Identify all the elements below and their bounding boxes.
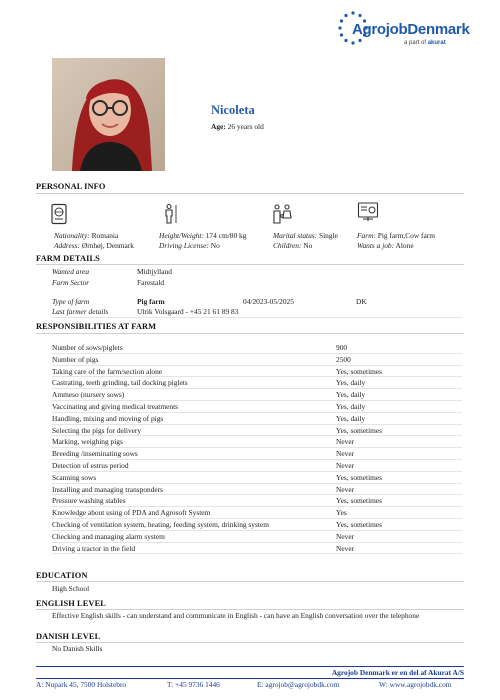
family-icon (271, 203, 293, 225)
responsibility-row (52, 495, 462, 507)
responsibility-value: Yes, daily (336, 378, 366, 388)
personal-col-3 (273, 231, 338, 251)
responsibility-row (52, 377, 462, 389)
marital-status-value: Single (317, 231, 338, 240)
section-personal-info: PERSONAL INFO (36, 182, 106, 191)
responsibility-value: Never (336, 461, 355, 470)
logo (338, 10, 468, 50)
wants-job-value: Alone (394, 241, 414, 250)
responsibility-task: Knowledge about using of PDA and Agrosoft System (52, 508, 211, 518)
responsibility-task: Checking of ventilation system, heating, feeding system, drinking system (52, 520, 269, 529)
education-value: High School (52, 584, 90, 593)
children-value: No (301, 241, 313, 250)
responsibility-task: Selecting the pigs for delivery (52, 425, 142, 435)
responsibility-task: Breeding /inseminating sows (52, 449, 138, 459)
height-weight-value: 174 cm/80 kg (203, 231, 247, 240)
personal-col-1 (54, 231, 134, 251)
responsibility-value: Yes, sometimes (336, 496, 383, 506)
type-of-farm-value: Pig farm (137, 297, 165, 306)
responsibility-row (52, 366, 462, 378)
footer-phone: T: +45 9736 1446 (167, 680, 220, 689)
responsibility-value: Yes, sometimes (336, 472, 383, 482)
responsibility-value: Yes (336, 508, 347, 518)
passport-icon (48, 203, 70, 225)
footer-company: Agrojob Denmark er en del af Akurat A/S (331, 668, 464, 677)
logo-sub-brand: akurat (427, 40, 446, 46)
responsibility-row (52, 460, 462, 472)
nationality-label: Nationality: (54, 231, 90, 240)
responsibility-value: Yes, sometimes (336, 425, 383, 435)
nationality-value: Romania (89, 231, 119, 240)
address-value: Ørnhøj, Denmark (80, 241, 134, 250)
responsibility-value: Never (336, 543, 355, 553)
driving-license-value: No (208, 241, 220, 250)
responsibility-task: Pressure washing stables (52, 496, 126, 506)
responsibility-value: Never (336, 484, 355, 494)
responsibility-task: Number of sows/piglets (52, 343, 123, 352)
candidate-name: Nicoleta (211, 103, 255, 117)
responsibility-row (52, 543, 462, 555)
age-value: 26 years old (227, 122, 264, 131)
wants-job-label: Wants a job: (357, 241, 395, 250)
farm-label: Farm: (357, 231, 376, 240)
responsibility-task: Vaccinating and giving medical treatments (52, 402, 179, 411)
responsibility-row (52, 389, 462, 401)
section-education: EDUCATION (36, 571, 88, 580)
english-value: Effective English skills - can understand and communicate in English - can have an English conversation over the telephone (52, 611, 420, 620)
wanted-area-value: Midtjylland (137, 267, 172, 276)
footer-address: A: Nupark 45, 7500 Holstebro (36, 680, 127, 689)
responsibility-value: Yes, sometimes (336, 366, 383, 376)
responsibility-value: Never (336, 449, 355, 459)
responsibility-value: Never (336, 437, 355, 447)
responsibility-row (52, 507, 462, 519)
farm-value: Pig farm,Cow farm (375, 231, 436, 240)
responsibility-row (52, 413, 462, 425)
children-label: Children: (273, 241, 302, 250)
responsibility-row (52, 484, 462, 496)
height-weight-label: Height/Weight: (159, 231, 204, 240)
responsibility-task: Detection of estrus period (52, 461, 129, 470)
responsibility-value: Yes, daily (336, 402, 366, 411)
last-farmer-value: Ulrik Volsgaard - +45 21 61 89 83 (137, 307, 239, 316)
responsibility-row (52, 425, 462, 437)
responsibility-value: Yes, sometimes (336, 520, 383, 529)
type-of-farm-label: Type of farm (52, 297, 90, 306)
candidate-age (211, 122, 264, 132)
logo-text: AgrojobDenmark (352, 21, 470, 38)
profile-photo (52, 58, 165, 171)
responsibility-task: Scanning sows (52, 472, 97, 482)
section-danish-level: DANISH LEVEL (36, 632, 101, 641)
responsibility-row (52, 401, 462, 413)
responsibility-task: Marking, weighing pigs (52, 437, 123, 447)
section-responsibilities: RESPONSIBILITIES AT FARM (36, 322, 157, 331)
personal-col-4 (357, 231, 435, 251)
farm-resume-icon (357, 201, 379, 223)
driving-license-label: Driving License: (159, 241, 209, 250)
responsibility-row (52, 531, 462, 543)
responsibility-task: Castrating, teeth grinding, tail docking piglets (52, 378, 188, 388)
responsibility-row (52, 354, 462, 366)
section-english-level: ENGLISH LEVEL (36, 599, 106, 608)
responsibility-task: Ammeso (nursery sows) (52, 390, 125, 400)
farm-period: 04/2023-05/2025 (243, 297, 294, 306)
responsibility-row (52, 519, 462, 531)
farm-sector-value: Farestald (137, 278, 165, 287)
responsibility-task: Taking care of the farm/section alone (52, 366, 163, 376)
danish-value: No Danish Skills (52, 644, 103, 653)
responsibility-row (52, 436, 462, 448)
logo-subtext (404, 40, 446, 46)
responsibility-task: Checking and managing alarm system (52, 531, 165, 541)
footer-email[interactable]: E: agrojob@agrojobdk.com (257, 680, 340, 689)
responsibility-value: Yes, daily (336, 413, 366, 423)
wanted-area-label: Wanted area (52, 267, 90, 276)
farm-sector-label: Farm Sector (52, 278, 90, 287)
last-farmer-label: Last farmer details (52, 307, 109, 316)
responsibility-task: Number of pigs (52, 354, 99, 364)
responsibility-row (52, 342, 462, 354)
age-label: Age: (211, 122, 226, 131)
responsibility-value: Yes, daily (336, 390, 366, 400)
responsibility-task: Driving a tractor in the field (52, 543, 136, 553)
responsibility-value: 900 (336, 343, 348, 352)
logo-sub-prefix: a part of (404, 40, 427, 46)
responsibility-task: Handling, mixing and moving of pigs (52, 413, 164, 423)
section-farm-details: FARM DETAILS (36, 254, 100, 263)
responsibility-task: Installing and managing transponders (52, 484, 164, 494)
responsibility-value: 2500 (336, 354, 351, 364)
address-label: Address: (54, 241, 81, 250)
marital-status-label: Marital status: (273, 231, 318, 240)
footer-website[interactable]: W: www.agrojobdk.com (379, 680, 452, 689)
person-height-icon (159, 203, 181, 225)
responsibility-row (52, 472, 462, 484)
personal-col-2 (159, 231, 246, 251)
responsibility-value: Never (336, 531, 355, 541)
farm-country: DK (356, 297, 367, 306)
responsibility-row (52, 448, 462, 460)
